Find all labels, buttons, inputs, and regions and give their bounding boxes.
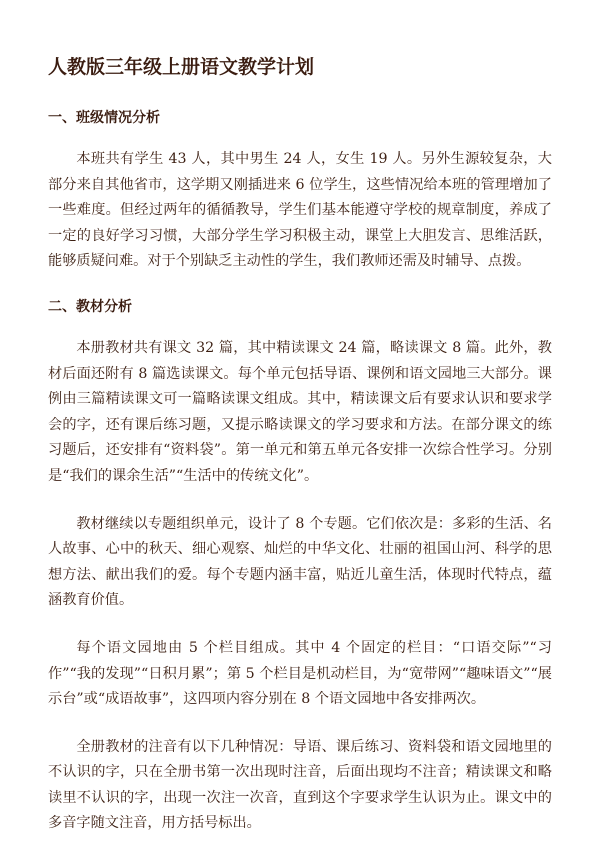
section-heading: 二、教材分析 <box>48 298 132 315</box>
section-class-analysis <box>48 108 552 275</box>
paragraph: 教材继续以专题组织单元，设计了 8 个专题。它们依次是：多彩的生活、名人故事、心中的秋天、细心观察、灿烂的中华文化、壮丽的祖国山河、科学的思想方法、献出我们的爱。每个专题内涵丰富，贴近儿童生活，体现时代特点，蕴涵教育价值。 <box>48 515 552 609</box>
paragraph: 全册教材的注音有以下几种情况：导语、课后练习、资料袋和语文园地里的不认识的字，只在全册书第一次出现时注音，后面出现均不注音；精读课文和略读里不认识的字，出现一次注一次音，直到这个字要求学生认识为止。课文中的多音字随文注音，用方括号标出。 <box>48 738 552 832</box>
paragraph: 本册教材共有课文 32 篇，其中精读课文 24 篇，略读课文 8 篇。此外，教材后面还附有 8 篇选读课文。每个单元包括导语、课例和语文园地三大部分。课例由三篇精读课文可一篇略读课文组成。其中，精读课文后有要求认识和要求学会的字，还有课后练习题，又提示略读课文的学习要求和方法。在部分课文的练习题后，还安排有“资料袋”。第一单元和第五单元各安排一次综合性学习。分别是“我们的课余生活”“生活中的传统文化”。 <box>48 339 552 484</box>
document-title: 人教版三年级上册语文教学计划 <box>48 56 315 78</box>
section-heading: 一、班级情况分析 <box>48 110 160 126</box>
section-textbook-analysis <box>48 297 552 837</box>
paragraph: 每个语文园地由 5 个栏目组成。其中 4 个固定的栏目：“口语交际”“习作”“我的发现”“日积月累”；第 5 个栏目是机动栏目，为“宽带网”“趣味语文”“展示台”或“成语故事”，这四项内容分别在 8 个语文园地中各安排两次。 <box>48 639 552 708</box>
paragraph: 本班共有学生 43 人，其中男生 24 人，女生 19 人。另外生源较复杂，大部分来自其他省市，这学期又刚插进来 6 位学生，这些情况给本班的管理增加了一些难度。但经过两年的循循教导，学生们基本能遵守学校的规章制度，养成了一定的良好学习习惯，大部分学生学习积极主动，课堂上大胆发言、思维活跃，能够质疑问难。对于个别缺乏主动性的学生，我们教师还需及时辅导、点拨。 <box>48 151 552 270</box>
